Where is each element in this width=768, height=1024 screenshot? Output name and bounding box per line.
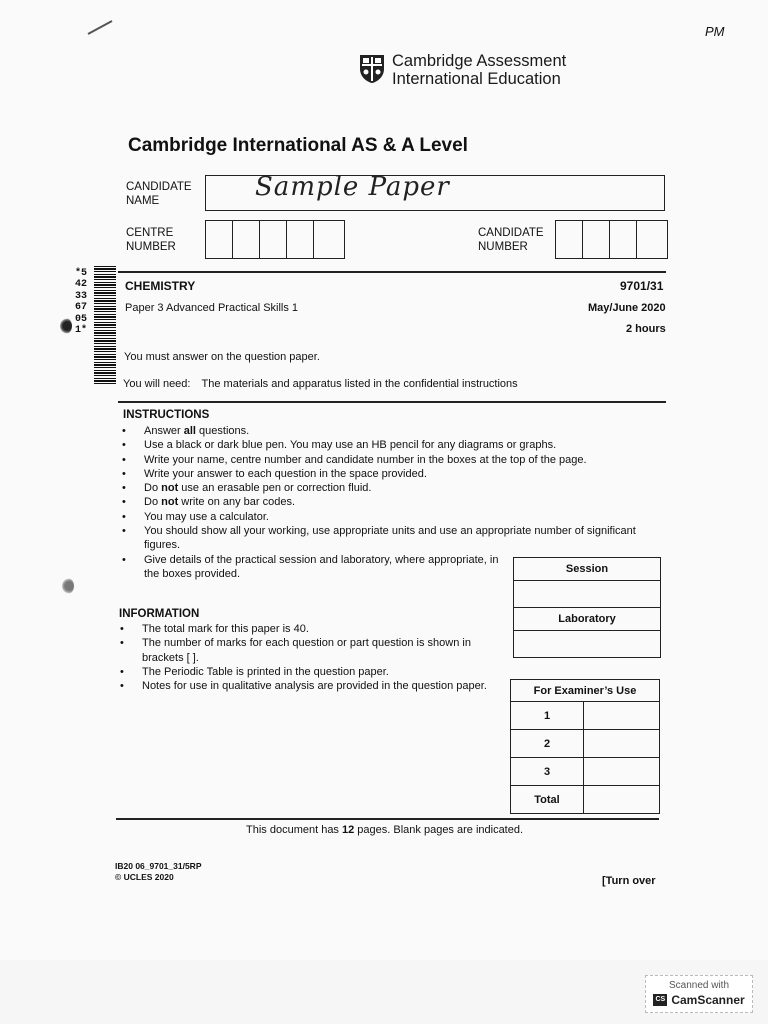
candidate-name-handwriting: Sample Paper: [255, 172, 450, 202]
answer-note: You must answer on the question paper.: [124, 351, 320, 363]
turn-over: [Turn over: [602, 875, 656, 887]
barcode-number: *5423367051*: [74, 268, 87, 337]
session-date: May/June 2020: [588, 302, 666, 314]
camscanner-logo-icon: CS: [653, 994, 667, 1006]
scanner-line-2: CamScanner: [671, 993, 745, 1007]
candidate-number-field[interactable]: [555, 220, 668, 259]
divider-middle: [118, 401, 666, 403]
paper-title: Paper 3 Advanced Practical Skills 1: [125, 302, 299, 314]
list-item: • The total mark for this paper is 40.: [118, 622, 498, 636]
examiner-mark-field[interactable]: [584, 730, 660, 758]
brand-logo-text: [392, 52, 566, 88]
examiner-mark-field[interactable]: [584, 702, 660, 730]
examiner-heading: For Examiner’s Use: [511, 680, 660, 702]
footer-ref: IB20 06_9701_31/5RP © UCLES 2020: [115, 861, 202, 882]
corner-mark: PM: [705, 24, 725, 39]
scanner-line-1: Scanned with: [668, 980, 730, 991]
examiners-use-box: [510, 679, 660, 814]
session-laboratory-box: [513, 557, 661, 658]
laboratory-label: Laboratory: [514, 608, 661, 631]
list-item: • The number of marks for each question or part question is shown in brackets [ ].: [118, 636, 472, 665]
brand-line-1: Cambridge Assessment: [392, 52, 567, 70]
page-title: Cambridge International AS & A Level: [128, 135, 468, 156]
need-text: The materials and apparatus listed in the confidential instructions: [201, 378, 518, 390]
list-item: • Answer all questions.: [120, 424, 668, 438]
list-item: • Do not use an erasable pen or correction fluid.: [120, 481, 668, 495]
information-list: [118, 622, 498, 693]
laboratory-field[interactable]: [514, 631, 661, 658]
list-item: • Write your name, centre number and candidate number in the boxes at the top of the page.: [120, 453, 668, 467]
candidate-number-label: CANDIDATE NUMBER: [478, 227, 544, 253]
list-item: • Do not write on any bar codes.: [120, 495, 668, 509]
centre-number-label: CENTRE NUMBER: [126, 227, 176, 253]
centre-number-field[interactable]: [205, 220, 345, 259]
list-item: • Write your answer to each question in the space provided.: [120, 467, 668, 481]
list-item: • Use a black or dark blue pen. You may use an HB pencil for any diagrams or graphs.: [120, 438, 668, 452]
brand-line-2: International Education: [392, 70, 561, 88]
session-field[interactable]: [514, 581, 661, 608]
instructions-heading: INSTRUCTIONS: [123, 409, 210, 421]
session-label: Session: [514, 558, 661, 581]
examiner-row-1: 1: [511, 702, 584, 730]
list-item: • Give details of the practical session and laboratory, where appropriate, in the boxes provided.: [120, 553, 514, 582]
list-item: • You should show all your working, use appropriate units and use an appropriate number of significant figures.: [120, 524, 664, 553]
examiner-row-total: Total: [511, 786, 584, 814]
examiner-mark-field[interactable]: [584, 786, 660, 814]
punch-hole-icon: [62, 578, 74, 594]
candidate-name-label: CANDIDATE NAME: [126, 181, 192, 207]
duration: 2 hours: [626, 323, 666, 335]
subject: CHEMISTRY: [125, 279, 196, 293]
list-item: • Notes for use in qualitative analysis are provided in the question paper.: [118, 679, 498, 693]
barcode-icon: [94, 266, 116, 384]
need-label: You will need:: [123, 378, 191, 390]
information-heading: INFORMATION: [119, 608, 200, 620]
cambridge-shield-icon: [359, 54, 385, 84]
needs-line: [123, 378, 518, 390]
examiner-mark-field[interactable]: [584, 758, 660, 786]
divider-top: [118, 271, 666, 273]
camscanner-badge: [645, 975, 753, 1013]
punch-hole-icon: [60, 318, 72, 334]
paper-code: 9701/31: [620, 279, 664, 293]
examiner-row-2: 2: [511, 730, 584, 758]
examiner-row-3: 3: [511, 758, 584, 786]
list-item: • You may use a calculator.: [120, 510, 668, 524]
divider-bottom: [116, 818, 659, 820]
pages-note: This document has 12 pages. Blank pages are indicated.: [246, 824, 524, 836]
pen-mark-icon: [86, 18, 116, 38]
list-item: • The Periodic Table is printed in the question paper.: [118, 665, 498, 679]
